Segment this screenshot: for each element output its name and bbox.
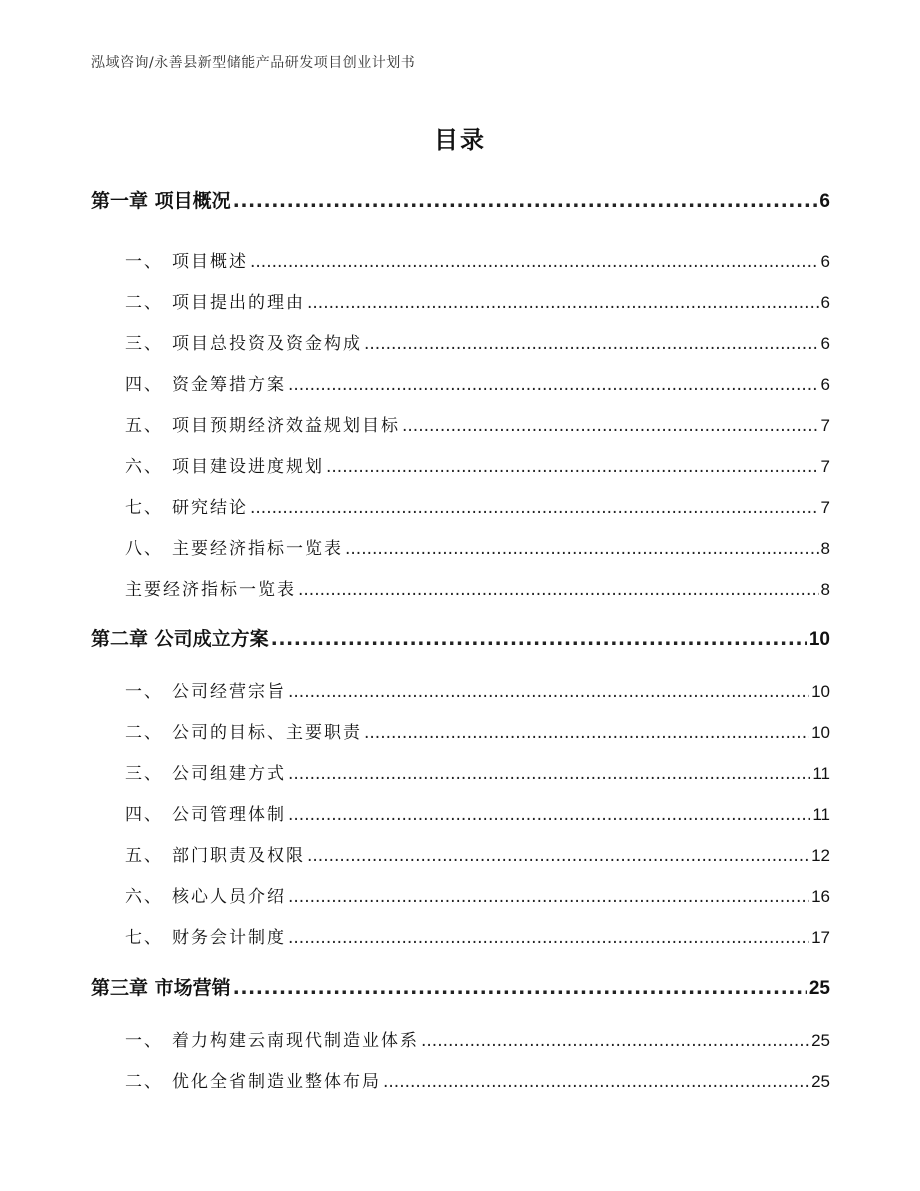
toc-leader-dots <box>233 977 807 999</box>
toc-section[interactable] <box>125 1067 830 1092</box>
toc-page-number: 8 <box>820 580 830 599</box>
toc-section[interactable] <box>125 411 830 436</box>
toc-leader-dots <box>364 334 819 354</box>
toc-page-number: 16 <box>811 887 830 906</box>
toc-leader-dots <box>233 190 818 212</box>
toc-section-number: 一、 <box>125 1031 163 1051</box>
toc-section[interactable] <box>125 452 830 477</box>
toc-section-title: 部门职责及权限 <box>172 846 305 866</box>
toc-section-title: 公司管理体制 <box>172 805 286 825</box>
toc-page-number: 6 <box>820 334 830 353</box>
toc-chapter-2[interactable] <box>91 624 830 651</box>
toc-section-title: 资金筹措方案 <box>172 375 286 395</box>
toc-leader-dots <box>288 682 809 702</box>
toc-chapter-3[interactable] <box>91 973 830 1000</box>
toc-page-number: 7 <box>820 498 830 517</box>
toc-section-title: 项目提出的理由 <box>172 293 305 313</box>
toc-section-title: 项目总投资及资金构成 <box>172 334 362 354</box>
toc-chapter-label: 第一章 项目概况 <box>91 190 231 212</box>
toc-section-number: 四、 <box>125 805 163 825</box>
toc-section-number: 一、 <box>125 682 163 702</box>
toc-page-number: 6 <box>820 252 830 271</box>
toc-section[interactable] <box>125 493 830 518</box>
toc-section[interactable] <box>125 575 830 600</box>
toc-page-number: 17 <box>811 928 830 947</box>
toc-page-number: 10 <box>811 682 830 701</box>
toc-leader-dots <box>326 457 819 477</box>
toc-page-number: 7 <box>820 457 830 476</box>
toc-section-number: 一、 <box>125 252 163 272</box>
toc-leader-dots <box>364 723 809 743</box>
toc-section-number: 六、 <box>125 887 163 907</box>
toc-page-number: 7 <box>820 416 830 435</box>
toc-page-number: 25 <box>808 978 830 999</box>
toc-page-number: 8 <box>820 539 830 558</box>
toc-section-number: 四、 <box>125 375 163 395</box>
toc-section-title: 项目预期经济效益规划目标 <box>172 416 400 436</box>
toc-section-number: 七、 <box>125 498 163 518</box>
toc-leader-dots <box>288 887 809 907</box>
toc-leader-dots <box>288 928 809 948</box>
toc-section-title: 优化全省制造业整体布局 <box>172 1072 381 1092</box>
toc-page-number: 25 <box>811 1072 830 1091</box>
toc-page-number: 6 <box>819 191 830 212</box>
toc-chapter-label: 第三章 市场营销 <box>91 977 231 999</box>
toc-section-number: 二、 <box>125 1072 163 1092</box>
toc-page-number: 12 <box>811 846 830 865</box>
toc-section-title: 财务会计制度 <box>172 928 286 948</box>
toc-page-number: 25 <box>811 1031 830 1050</box>
toc-leader-dots <box>402 416 819 436</box>
toc-section[interactable] <box>125 677 830 702</box>
toc-section-number: 三、 <box>125 764 163 784</box>
toc-section-title: 研究结论 <box>172 498 248 518</box>
toc-section-title: 核心人员介绍 <box>172 887 286 907</box>
toc-page-number: 6 <box>820 293 830 312</box>
toc-leader-dots <box>288 764 810 784</box>
toc-leader-dots <box>288 375 819 395</box>
toc-leader-dots <box>288 805 810 825</box>
toc-section-number: 二、 <box>125 293 163 313</box>
toc-section-number: 五、 <box>125 416 163 436</box>
toc-section[interactable] <box>125 370 830 395</box>
toc-section-title: 项目建设进度规划 <box>172 457 324 477</box>
toc-page-number: 10 <box>811 723 830 742</box>
toc-section[interactable] <box>125 288 830 313</box>
toc-page-number: 6 <box>820 375 830 394</box>
toc-leader-dots <box>383 1072 809 1092</box>
toc-section-number: 六、 <box>125 457 163 477</box>
toc-section-number: 七、 <box>125 928 163 948</box>
toc-page-number: 10 <box>808 629 830 650</box>
toc-section[interactable] <box>125 759 830 784</box>
toc-section-title: 公司组建方式 <box>172 764 286 784</box>
toc-section-number: 八、 <box>125 539 163 559</box>
toc-section[interactable] <box>125 800 830 825</box>
toc-leader-dots <box>250 498 819 518</box>
toc-section-number: 二、 <box>125 723 163 743</box>
toc-section[interactable] <box>125 882 830 907</box>
toc-leader-dots <box>421 1031 809 1051</box>
toc-leader-dots <box>307 293 819 313</box>
running-header: 泓域咨询/永善县新型储能产品研发项目创业计划书 <box>91 55 416 71</box>
toc-leader-dots <box>298 580 819 600</box>
toc-chapter-label: 第二章 公司成立方案 <box>91 628 269 650</box>
toc-section-number: 三、 <box>125 334 163 354</box>
toc-section-title: 公司的目标、主要职责 <box>172 723 362 743</box>
toc-leader-dots <box>250 252 819 272</box>
toc-section-title: 主要经济指标一览表 <box>172 539 343 559</box>
toc-section-title: 着力构建云南现代制造业体系 <box>172 1031 419 1051</box>
toc-section[interactable] <box>125 247 830 272</box>
toc-page-number: 11 <box>812 805 830 824</box>
toc-section-number: 五、 <box>125 846 163 866</box>
toc-section[interactable] <box>125 923 830 948</box>
toc-section-title: 项目概述 <box>172 252 248 272</box>
toc-leader-dots <box>307 846 809 866</box>
toc-section[interactable] <box>125 1026 830 1051</box>
toc-chapter-1[interactable] <box>91 186 830 213</box>
toc-section-title: 主要经济指标一览表 <box>125 580 296 600</box>
toc-section[interactable] <box>125 841 830 866</box>
toc-page-number: 11 <box>812 764 830 783</box>
toc-section[interactable] <box>125 329 830 354</box>
toc-title: 目录 <box>434 126 486 154</box>
toc-leader-dots <box>345 539 819 559</box>
toc-leader-dots <box>271 628 807 650</box>
toc-section-title: 公司经营宗旨 <box>172 682 286 702</box>
toc-section[interactable] <box>125 534 830 559</box>
toc-section[interactable] <box>125 718 830 743</box>
